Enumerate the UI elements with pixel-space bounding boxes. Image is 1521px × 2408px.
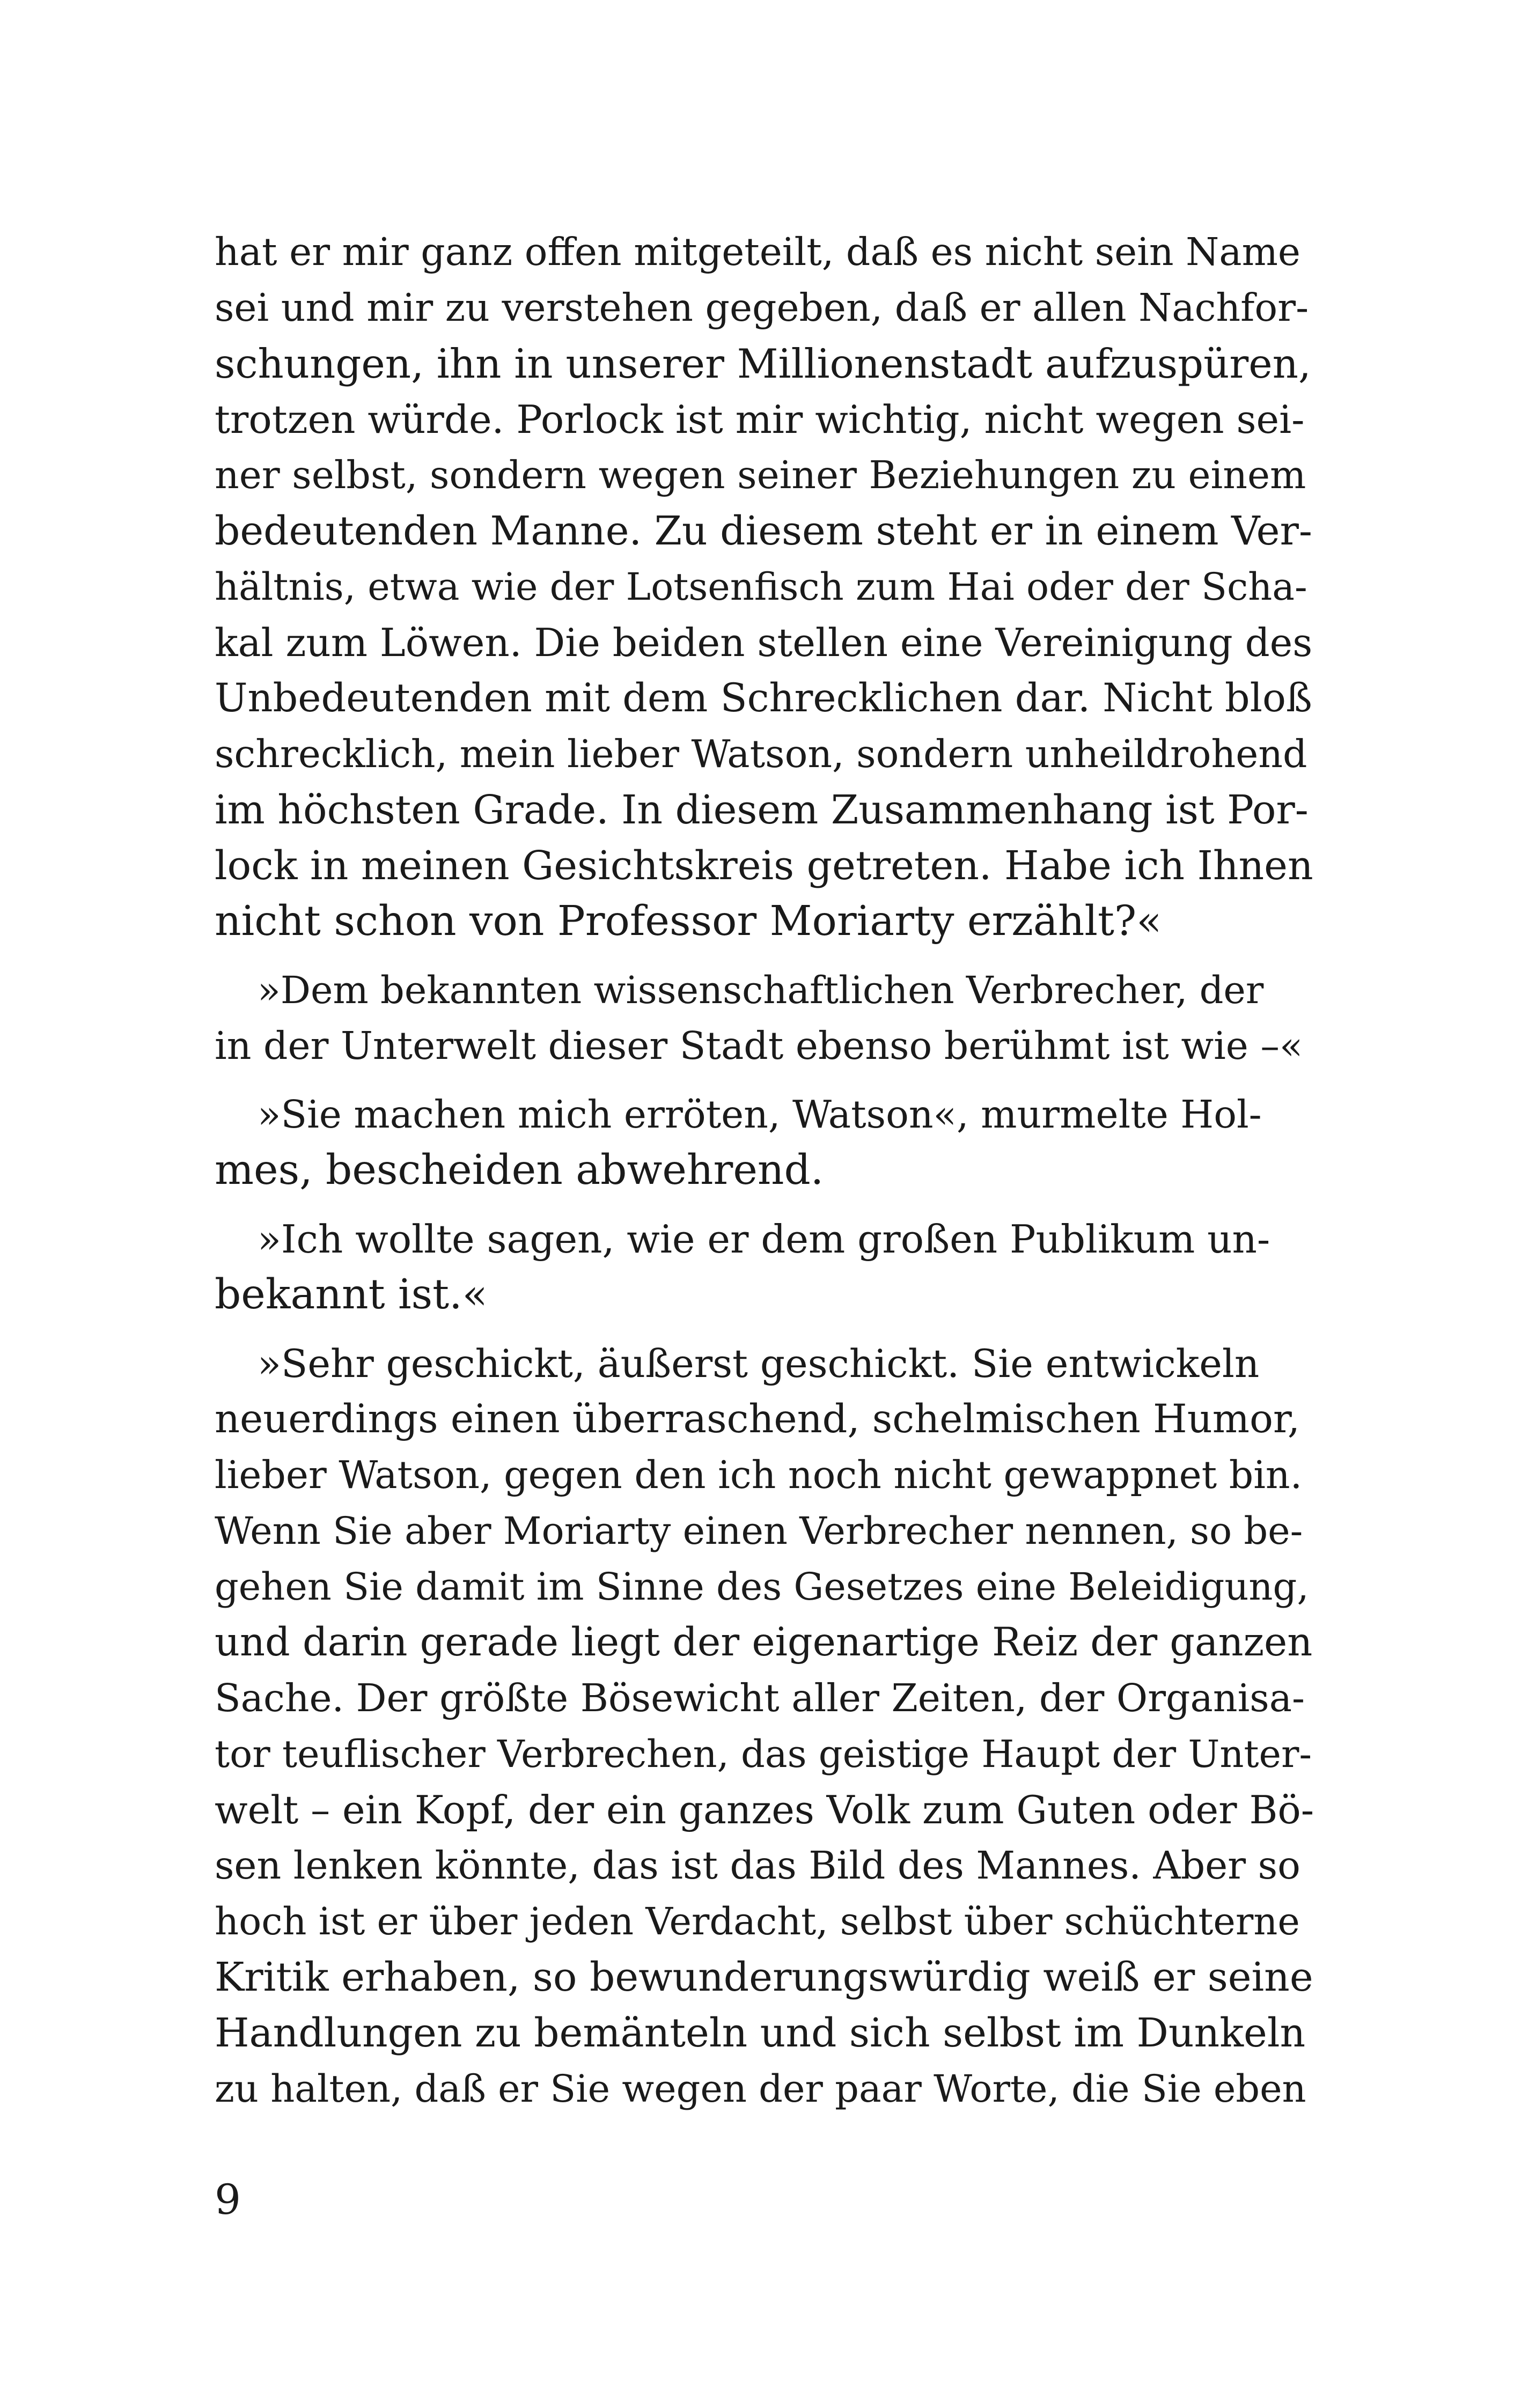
paragraph <box>215 224 1314 949</box>
text-line: in der Unterwelt dieser Stadt ebenso berühmt ist wie –« <box>215 1023 1303 1068</box>
paragraph-gap <box>215 1323 1314 1336</box>
text-line: hältnis, etwa wie der Lotsenfisch zum Hai oder der Scha- <box>215 565 1307 609</box>
text-line: bekannt ist.« <box>215 1271 488 1319</box>
text-line: tor teuflischer Verbrechen, das geistige Haupt der Unter- <box>215 1732 1312 1776</box>
paragraph <box>215 1087 1314 1198</box>
paragraph-gap <box>215 1198 1314 1211</box>
paragraph-gap <box>215 949 1314 962</box>
text-line: Kritik erhaben, so bewunderungswürdig weiß er seine <box>215 1954 1313 2000</box>
text-line: bedeutenden Manne. Zu diesem steht er in einem Ver- <box>215 508 1312 554</box>
text-line: gehen Sie damit im Sinne des Gesetzes eine Beleidigung, <box>215 1565 1309 1609</box>
text-line: sei und mir zu verstehen gegeben, daß er allen Nachfor- <box>215 285 1309 330</box>
page-number: 9 <box>215 2176 241 2224</box>
text-line: hat er mir ganz offen mitgeteilt, daß es nicht sein Name <box>215 230 1300 274</box>
text-line: ner selbst, sondern wegen seiner Beziehungen zu einem <box>215 453 1306 497</box>
paragraph <box>215 962 1314 1074</box>
text-line: Sache. Der größte Bösewicht aller Zeiten, der Organisa- <box>215 1676 1305 1720</box>
paragraph <box>215 1211 1314 1323</box>
text-line: »Sie machen mich erröten, Watson«, murmelte Hol- <box>258 1092 1262 1137</box>
text-line: und darin gerade liegt der eigenartige Reiz der ganzen <box>215 1619 1313 1665</box>
text-line: schrecklich, mein lieber Watson, sondern unheildrohend <box>215 732 1307 776</box>
text-line: Unbedeutenden mit dem Schrecklichen dar. Nicht bloß <box>215 675 1312 721</box>
text-line: lieber Watson, gegen den ich noch nicht gewappnet bin. <box>215 1453 1303 1497</box>
text-line: hoch ist er über jeden Verdacht, selbst über schüchterne <box>215 1899 1300 1943</box>
text-line: neuerdings einen überraschend, schelmischen Humor, <box>215 1396 1300 1442</box>
text-line: Wenn Sie aber Moriarty einen Verbrecher nennen, so be- <box>215 1509 1303 1553</box>
text-line: sen lenken könnte, das ist das Bild des Mannes. Aber so <box>215 1843 1300 1888</box>
paragraph <box>215 1336 1314 2117</box>
text-line: kal zum Löwen. Die beiden stellen eine Vereinigung des <box>215 620 1313 665</box>
text-line: welt – ein Kopf, der ein ganzes Volk zum Guten oder Bö- <box>215 1787 1314 1832</box>
text-line: zu halten, daß er Sie wegen der paar Worte, die Sie eben <box>215 2067 1306 2111</box>
text-line: trotzen würde. Porlock ist mir wichtig, nicht wegen sei- <box>215 397 1305 442</box>
text-line: schungen, ihn in unserer Millionenstadt aufzuspüren, <box>215 340 1311 387</box>
text-line: »Dem bekannten wissenschaftlichen Verbrecher, der <box>258 968 1264 1012</box>
book-page-text <box>215 224 1314 2117</box>
text-line: im höchsten Grade. In diesem Zusammenhang ist Por- <box>215 787 1309 833</box>
text-line: »Sehr geschickt, äußerst geschickt. Sie entwickeln <box>258 1341 1260 1386</box>
text-line: nicht schon von Professor Moriarty erzählt?« <box>215 897 1162 945</box>
text-line: lock in meinen Gesichtskreis getreten. Habe ich Ihnen <box>215 843 1313 889</box>
paragraph-gap <box>215 1074 1314 1087</box>
text-line: Handlungen zu bemänteln und sich selbst im Dunkeln <box>215 2010 1306 2056</box>
text-line: mes, bescheiden abwehrend. <box>215 1146 824 1194</box>
text-line: »Ich wollte sagen, wie er dem großen Publikum un- <box>258 1217 1270 1262</box>
